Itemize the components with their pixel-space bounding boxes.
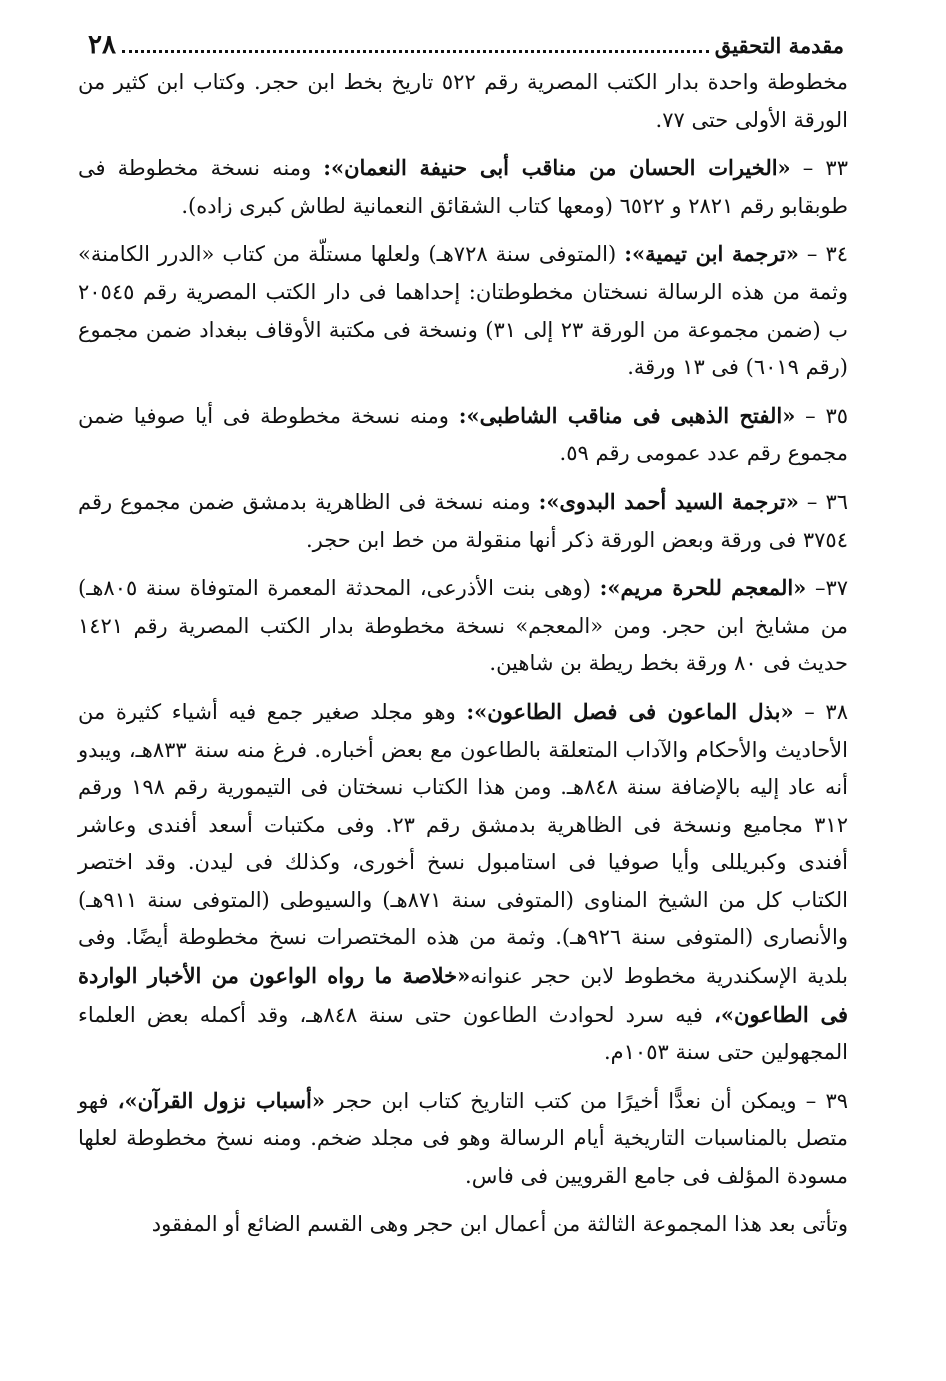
entry-35: [78, 397, 848, 473]
entry-text: (وهى بنت الأذرعى، المحدثة المعمرة المتوفاة سنة ٨٠٥هـ) من مشايخ ابن حجر. ومن «المعجم» نسخة مخطوطة بدار الكتب المصرية رقم ١٤٢١ حديث فى ٨٠ ورقة بخط ريطة بن شاهين.: [78, 576, 848, 676]
entry-title: «بذل الماعون فى فصل الطاعون»:: [466, 698, 794, 724]
page-number: ٢٨: [88, 30, 116, 60]
entry-33: [78, 149, 848, 225]
entry-36: [78, 483, 848, 559]
entry-title: «أسباب نزول القرآن»،: [117, 1087, 325, 1113]
entry-number: ٣٩ –: [796, 1088, 848, 1113]
body-text: [78, 64, 848, 1243]
entry-text: ومنه نسخة مخطوطة فى طوبقابو رقم ٢٨٢١ و ٦٥٢٢ (ومعها كتاب الشقائق النعمانية لطاش كبرى زاده).: [78, 156, 848, 218]
entry-39: [78, 1082, 848, 1196]
entry-title: «الفتح الذهبى فى مناقب الشاطبى»:: [458, 402, 796, 428]
running-title: مقدمة التحقيق: [714, 33, 844, 58]
entry-37: [78, 569, 848, 683]
entry-text: ومنه نسخة مخطوطة فى أيا صوفيا ضمن مجموع رقم عدد عمومى رقم ٥٩.: [78, 403, 848, 466]
entry-title: «ترجمة السيد أحمد البدوى»:: [538, 488, 799, 514]
entry-number: ٣٦ –: [798, 489, 848, 514]
entry-title: «الخيرات الحسان من مناقب أبى حنيفة النعمان»:: [323, 155, 791, 181]
header-dot-leader: [122, 49, 709, 53]
entry-text: (المتوفى سنة ٧٢٨هـ) ولعلها مستلّة من كتاب «الدرر الكامنة» وثمة من هذه الرسالة نسختان مخطوطتان: إحداهما فى دار الكتب المصرية رقم ٢٠٥٤٥ ب (ضمن مجموعة من الورقة ٢٣ إلى ٣١) ونسخة فى مكتبة الأوقاف ببغداد ضمن مجموع (رقم ٦٠١٩) فى ١٣ ورقة.: [78, 242, 848, 380]
entry-title: «المعجم للحرة مريم»:: [599, 575, 807, 601]
page-header: [78, 28, 848, 62]
entry-number: ٣٣ –: [790, 156, 848, 181]
entry-number: ٣٤ –: [798, 242, 848, 267]
document-page: [78, 28, 848, 1368]
entry-text-continued: فيه سرد لحوادث الطاعون حتى سنة ٨٤٨هـ، وقد أكمله بعض العلماء المجهولين حتى سنة ١٠٥٣م.: [78, 1002, 848, 1065]
entry-text: وهو مجلد صغير جمع فيه أشياء كثيرة من الأحاديث والأحكام والآداب المتعلقة بالطاعون مع بعض أخباره. فرغ منه سنة ٨٣٣هـ، ويبدو أنه عاد إليه بالإضافة سنة ٨٤٨هـ. ومن هذا الكتاب نسختان فى التيمورية رقم ١٩٨ ورقم ٣١٢ مجاميع ونسخة فى الظاهرية بدمشق رقم ٢٣. وفى مكتبات أسعد أفندى وعاشر أفندى وكبريللى وأيا صوفيا فى استامبول نسخ أخورى، وكذلك فى ليدن. وقد اختصر الكتاب كل من الشيخ المناوى (المتوفى سنة ٨٧١هـ) والسيوطى (المتوفى سنة ٩١١هـ) والأنصارى (المتوفى سنة ٩٢٦هـ). وثمة من هذه المختصرات نسخ مخطوطة أيضًا. وفى بلدية الإسكندرية مخطوط لابن حجر عنوانه: [78, 699, 849, 989]
paragraph-closing: [78, 1206, 848, 1244]
entry-text: ويمكن أن نعدًّا أخيرًا من كتب التاريخ كتاب ابن حجر: [324, 1088, 797, 1113]
paragraph-continuation: [78, 64, 848, 139]
entry-34: [78, 235, 848, 386]
paragraph-text: مخطوطة واحدة بدار الكتب المصرية رقم ٥٢٢ تاريخ بخط ابن حجر. وكتاب ابن كثير من الورقة الأولى حتى ٧٧.: [78, 70, 848, 132]
entry-number: ٣٥ –: [795, 403, 848, 428]
entry-title: «ترجمة ابن تيمية»:: [624, 241, 799, 267]
entry-subtitle: «خلاصة ما رواه الواعون من الأخبار الواردة فى الطاعون»،: [78, 963, 848, 1027]
entry-38: [78, 693, 848, 1072]
entry-number: ٣٧–: [806, 576, 849, 601]
entry-text-continued: فهو متصل بالمناسبات التاريخية أيام الرسالة وهو فى مجلد ضخم. ومنه نسخ مخطوطة لعلها مسودة المؤلف فى جامع القرويين فى فاس.: [78, 1088, 848, 1189]
entry-number: ٣٨ –: [793, 699, 848, 724]
entry-text: ومنه نسخة فى الظاهرية بدمشق ضمن مجموع رقم ٣٧٥٤ فى ورقة وبعض الورقة ذكر أنها منقولة من خط ابن حجر.: [78, 489, 848, 552]
paragraph-text: وتأتى بعد هذا المجموعة الثالثة من أعمال ابن حجر وهى القسم الضائع أو المفقود: [151, 1211, 848, 1236]
